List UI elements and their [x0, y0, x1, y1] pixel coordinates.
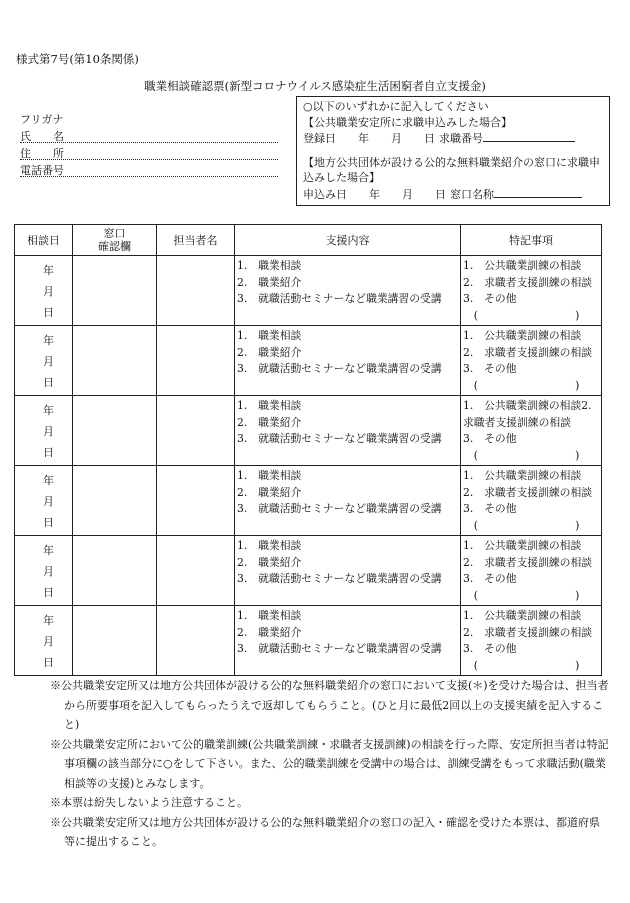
support-option: 1. 職業相談	[237, 329, 302, 342]
table-row	[15, 396, 602, 466]
window-confirm-cell[interactable]	[73, 326, 157, 396]
local-application-line	[303, 186, 603, 203]
notes-option: 1. 公共職業訓練の相談	[463, 469, 582, 482]
date-cell[interactable]	[15, 466, 73, 536]
notes-option: 3. その他	[463, 642, 517, 655]
support-option: 3. 就職活動セミナーなど職業講習の受講	[237, 502, 442, 515]
month-label: 月	[43, 355, 54, 368]
window-confirm-cell[interactable]	[73, 536, 157, 606]
support-option: 1. 職業相談	[237, 259, 302, 272]
job-number-label: 求職番号	[439, 132, 483, 145]
day-label: 日	[43, 446, 54, 459]
support-cell[interactable]	[235, 536, 461, 606]
support-option: 2. 職業紹介	[237, 415, 302, 429]
consultation-table	[14, 224, 602, 676]
month-label: 月	[43, 495, 54, 508]
month-label: 月	[43, 635, 54, 648]
support-option: 3. 就職活動セミナーなど職業講習の受講	[237, 572, 442, 585]
year-label: 年	[43, 474, 54, 487]
year-label: 年	[43, 334, 54, 347]
staff-name-cell[interactable]	[157, 606, 235, 676]
day-label: 日	[43, 376, 54, 389]
support-cell[interactable]	[235, 466, 461, 536]
support-option: 3. 就職活動セミナーなど職業講習の受講	[237, 292, 442, 305]
notes-option: 1. 公共職業訓練の相談	[463, 539, 582, 552]
notes-option: 3. その他	[463, 362, 517, 375]
table-row	[15, 326, 602, 396]
table-header-row	[15, 225, 602, 256]
year-label: 年	[43, 544, 54, 557]
date-cell[interactable]	[15, 606, 73, 676]
staff-name-cell[interactable]	[157, 256, 235, 326]
job-registration-box	[296, 96, 610, 206]
note-1: ※公共職業安定所又は地方公共団体が設ける公的な無料職業紹介の窓口において支援(＊)を受けた場合は、担当者から所要事項を記入してもらったうえで返却してもらうこと。(ひと月に最低2回以上の支援実績を記入すること)	[50, 679, 609, 731]
header-window-confirm	[73, 225, 157, 256]
local-application-date: 申込み日 年 月 日	[303, 187, 446, 201]
support-cell[interactable]	[235, 606, 461, 676]
table-row	[15, 536, 602, 606]
notes-option: 1. 公共職業訓練の相談	[463, 329, 582, 342]
date-cell[interactable]	[15, 326, 73, 396]
notes-option: 求職者支援訓練の相談	[463, 415, 571, 429]
notes-option: 2. 求職者支援訓練の相談	[463, 625, 593, 639]
notes-option: 1. 公共職業訓練の相談	[463, 259, 582, 272]
support-cell[interactable]	[235, 256, 461, 326]
notes-option: ( )	[463, 588, 580, 602]
staff-name-cell[interactable]	[157, 326, 235, 396]
month-label: 月	[43, 425, 54, 438]
notes-option: 2. 求職者支援訓練の相談	[463, 345, 593, 359]
notes-option: ( )	[463, 518, 580, 532]
address-label: 住 所	[20, 147, 64, 160]
header-staff: 担当者名	[157, 225, 235, 256]
notes-option: 3. その他	[463, 502, 517, 515]
support-option: 2. 職業紹介	[237, 345, 302, 359]
page-title: 職業相談確認票(新型コロナウイルス感染症生活困窮者自立支援金)	[144, 79, 486, 93]
box-intro: ○以下のいずれかに記入してください	[303, 100, 489, 113]
support-option: 2. 職業紹介	[237, 625, 302, 639]
table-row	[15, 256, 602, 326]
notes-option: 3. その他	[463, 432, 517, 445]
address-field[interactable]	[20, 159, 278, 160]
date-cell[interactable]	[15, 396, 73, 466]
support-cell[interactable]	[235, 396, 461, 466]
support-option: 3. 就職活動セミナーなど職業講習の受講	[237, 642, 442, 655]
support-option: 1. 職業相談	[237, 539, 302, 552]
day-label: 日	[43, 306, 54, 319]
window-name-field[interactable]	[494, 186, 582, 198]
notes-cell[interactable]	[461, 606, 602, 676]
window-name-label: 窓口名称	[450, 187, 494, 201]
header-date: 相談日	[15, 225, 73, 256]
month-label: 月	[43, 285, 54, 298]
notes-option: 2. 求職者支援訓練の相談	[463, 485, 593, 499]
window-confirm-cell[interactable]	[73, 256, 157, 326]
year-label: 年	[43, 404, 54, 417]
notes-option: ( )	[463, 658, 580, 672]
phone-field[interactable]	[20, 176, 278, 177]
header-support: 支援内容	[235, 225, 461, 256]
table-row	[15, 466, 602, 536]
date-cell[interactable]	[15, 256, 73, 326]
local-window-title: 【地方公共団体が設ける公的な無料職業紹介の窓口に求職申込みした場合】	[303, 155, 600, 184]
support-option: 1. 職業相談	[237, 469, 302, 482]
notes-option: 2. 求職者支援訓練の相談	[463, 275, 593, 289]
window-confirm-cell[interactable]	[73, 606, 157, 676]
hellowork-title: 【公共職業安定所に求職申込みした場合】	[303, 115, 512, 129]
form-number: 様式第7号(第10条関係)	[16, 52, 139, 66]
year-label: 年	[43, 264, 54, 277]
header-window-1: 窓口	[103, 227, 126, 240]
notes-option: 1. 公共職業訓練の相談2.	[463, 399, 592, 412]
name-field[interactable]	[20, 142, 278, 143]
notes-option: ( )	[463, 378, 580, 392]
notes-cell[interactable]	[461, 536, 602, 606]
notes-cell[interactable]	[461, 256, 602, 326]
notes-section	[50, 676, 610, 852]
hellowork-registration-date: 登録日 年 月 日	[303, 132, 435, 145]
day-label: 日	[43, 656, 54, 669]
notes-option: ( )	[463, 448, 580, 462]
staff-name-cell[interactable]	[157, 396, 235, 466]
support-option: 3. 就職活動セミナーなど職業講習の受講	[237, 362, 442, 375]
notes-option: 2. 求職者支援訓練の相談	[463, 555, 593, 569]
notes-option: 3. その他	[463, 292, 517, 305]
day-label: 日	[43, 516, 54, 529]
notes-option: ( )	[463, 308, 580, 322]
date-cell[interactable]	[15, 536, 73, 606]
note-3: ※本票は紛失しないよう注意すること。	[50, 796, 248, 809]
support-option: 3. 就職活動セミナーなど職業講習の受講	[237, 432, 442, 445]
furigana-label: フリガナ	[20, 113, 64, 126]
notes-cell[interactable]	[461, 326, 602, 396]
window-confirm-cell[interactable]	[73, 396, 157, 466]
support-cell[interactable]	[235, 326, 461, 396]
name-label: 氏 名	[20, 130, 64, 143]
staff-name-cell[interactable]	[157, 466, 235, 536]
window-confirm-cell[interactable]	[73, 466, 157, 536]
note-2: ※公共職業安定所において公的職業訓練(公共職業訓練・求職者支援訓練)の相談を行った際、安定所担当者は特記事項欄の該当部分に○をして下さい。また、公的職業訓練を受講中の場合は、訓練受講をもって求職活動(職業相談等の支援)とみなします。	[50, 737, 609, 790]
day-label: 日	[43, 586, 54, 599]
note-4: ※公共職業安定所又は地方公共団体が設ける公的な無料職業紹介の窓口の記入・確認を受けた本票は、都道府県等に提出すること。	[50, 815, 600, 848]
support-option: 2. 職業紹介	[237, 485, 302, 499]
support-option: 1. 職業相談	[237, 399, 302, 412]
month-label: 月	[43, 565, 54, 578]
notes-cell[interactable]	[461, 396, 602, 466]
job-number-field[interactable]	[483, 130, 575, 142]
notes-option: 3. その他	[463, 572, 517, 585]
notes-option: 1. 公共職業訓練の相談	[463, 609, 582, 622]
support-option: 1. 職業相談	[237, 609, 302, 622]
support-option: 2. 職業紹介	[237, 275, 302, 289]
support-option: 2. 職業紹介	[237, 555, 302, 569]
year-label: 年	[43, 614, 54, 627]
staff-name-cell[interactable]	[157, 536, 235, 606]
phone-label: 電話番号	[20, 164, 64, 177]
table-row	[15, 606, 602, 676]
header-notes: 特記事項	[461, 225, 602, 256]
header-window-2: 確認欄	[98, 240, 131, 253]
hellowork-registration-line	[303, 130, 603, 147]
notes-cell[interactable]	[461, 466, 602, 536]
